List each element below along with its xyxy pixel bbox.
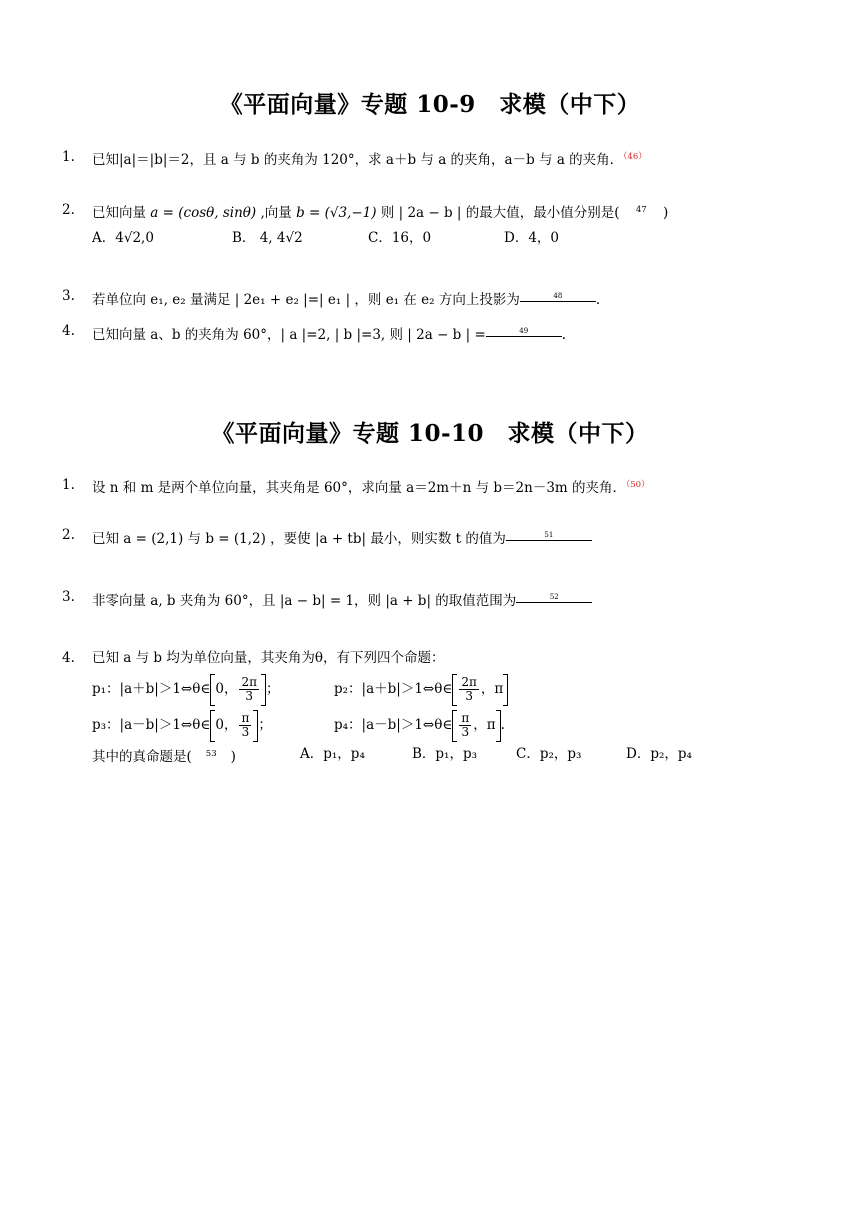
proposition-p1	[92, 670, 280, 708]
fraction: $\frac{\pi}{3}$	[241, 711, 250, 739]
option-d: D．4，0	[504, 230, 560, 246]
interval-text: ；	[266, 681, 280, 697]
question-text: 设 n 和 m 是两个单位向量，其夹角是 60°，求向量 a＝2m＋n 与 b＝2n－3m 的夹角．	[92, 480, 626, 496]
answer-blank: 51	[506, 526, 592, 541]
question-1-4	[92, 322, 566, 344]
question-text: 其中的真命题是(	[92, 749, 192, 765]
question-1-2	[92, 201, 668, 222]
question-2-1	[92, 476, 650, 497]
option-b: B． 4, 4√2	[232, 230, 303, 246]
question-2-3	[92, 588, 592, 610]
item-number: 1.	[62, 149, 75, 165]
fraction: $\frac{2\pi}{3}$	[461, 675, 477, 703]
formula: a = (cosθ, sinθ)	[150, 205, 257, 221]
choices-row	[300, 745, 692, 763]
choice-c: C．p₂，p₃	[516, 746, 582, 762]
fraction: $\frac{\pi}{3}$	[461, 711, 470, 739]
option-a: A．4√2,0	[92, 230, 154, 246]
question-text: 已知 a 与 b 均为单位向量，其夹角为θ，有下列四个命题：	[92, 650, 445, 666]
interval-text: ，π	[480, 681, 504, 697]
answer-tag: 53	[205, 749, 217, 759]
bracket-right	[503, 674, 508, 706]
proposition-p4	[334, 706, 505, 744]
proposition-label: p₁：|a＋b|＞1⇔θ∈	[92, 681, 211, 697]
fraction: $\frac{2\pi}{3}$	[241, 675, 257, 703]
formula: b = (√3,−1)	[296, 205, 377, 221]
interval-text: ，π	[473, 717, 496, 733]
answer-tag: （50）	[626, 480, 650, 490]
question-1-1	[92, 148, 647, 169]
proposition-label: p₃：|a－b|＞1⇔θ∈	[92, 717, 211, 733]
proposition-label: p₂：|a＋b|＞1⇔θ∈	[334, 681, 453, 697]
choice-d: D．p₂，p₄	[626, 746, 692, 762]
proposition-p2	[334, 670, 508, 708]
interval-text: 0，	[215, 717, 238, 733]
proposition-p3	[92, 706, 272, 744]
question-1-3	[92, 287, 600, 309]
question-text: 已知向量 a、b 的夹角为 60°，| a |=2, | b |=3, 则 | 2a − b | =	[92, 327, 486, 343]
answer-tag: （46）	[623, 152, 647, 162]
bracket-left	[452, 710, 457, 742]
proposition-label: p₄：|a－b|＞1⇔θ∈	[334, 717, 453, 733]
question-text: .	[561, 327, 567, 343]
question-text: 则 | 2a − b | 的最大值，最小值分别是(	[380, 205, 620, 221]
choice-b: B．p₁，p₃	[412, 746, 478, 762]
question-2-4-prompt	[92, 745, 236, 766]
question-2-2	[92, 526, 592, 548]
question-text: 非零向量 a, b 夹角为 60°，且 |a − b| = 1，则 |a + b| 的取值范围为	[92, 593, 517, 609]
question-text: .	[595, 292, 601, 308]
question-text: )	[662, 205, 669, 221]
question-2-4	[92, 649, 444, 667]
answer-blank: 49	[486, 322, 562, 337]
section-title-2: 《平面向量》专题 10-10 求模（中下）	[211, 420, 649, 447]
item-number: 3.	[62, 288, 75, 304]
interval-text: 0，	[215, 681, 238, 697]
item-number: 2.	[62, 527, 75, 543]
question-text: )	[230, 749, 236, 765]
interval-text: .	[500, 717, 505, 733]
item-number: 3.	[62, 589, 75, 605]
item-number: 4.	[62, 650, 75, 666]
bracket-left	[452, 674, 457, 706]
question-text: ,向量	[260, 205, 292, 221]
item-number: 2.	[62, 202, 75, 218]
question-text: 已知|a|＝|b|＝2，且 a 与 b 的夹角为 120°，求 a＋b 与 a 的夹角，a－b 与 a 的夹角．	[92, 152, 624, 168]
item-number: 4.	[62, 323, 75, 339]
interval-text: ；	[258, 717, 272, 733]
question-text: 已知 a = (2,1) 与 b = (1,2) ，要使 |a + tb| 最小，则实数 t 的值为	[92, 531, 506, 547]
question-text: 若单位向 e₁, e₂ 量满足 | 2e₁ + e₂ |=| e₁ | ，则 e₁ 在 e₂ 方向上投影为	[92, 292, 520, 308]
option-c: C．16，0	[368, 230, 432, 246]
item-number: 1.	[62, 477, 75, 493]
answer-tag: 47	[635, 205, 647, 215]
section-title-1: 《平面向量》专题 10-9 求模（中下）	[219, 91, 641, 118]
answer-blank: 48	[520, 287, 596, 302]
question-text: 已知向量	[92, 205, 146, 221]
options-row	[92, 229, 559, 247]
choice-a: A．p₁，p₄	[300, 746, 365, 762]
answer-blank: 52	[516, 588, 592, 603]
